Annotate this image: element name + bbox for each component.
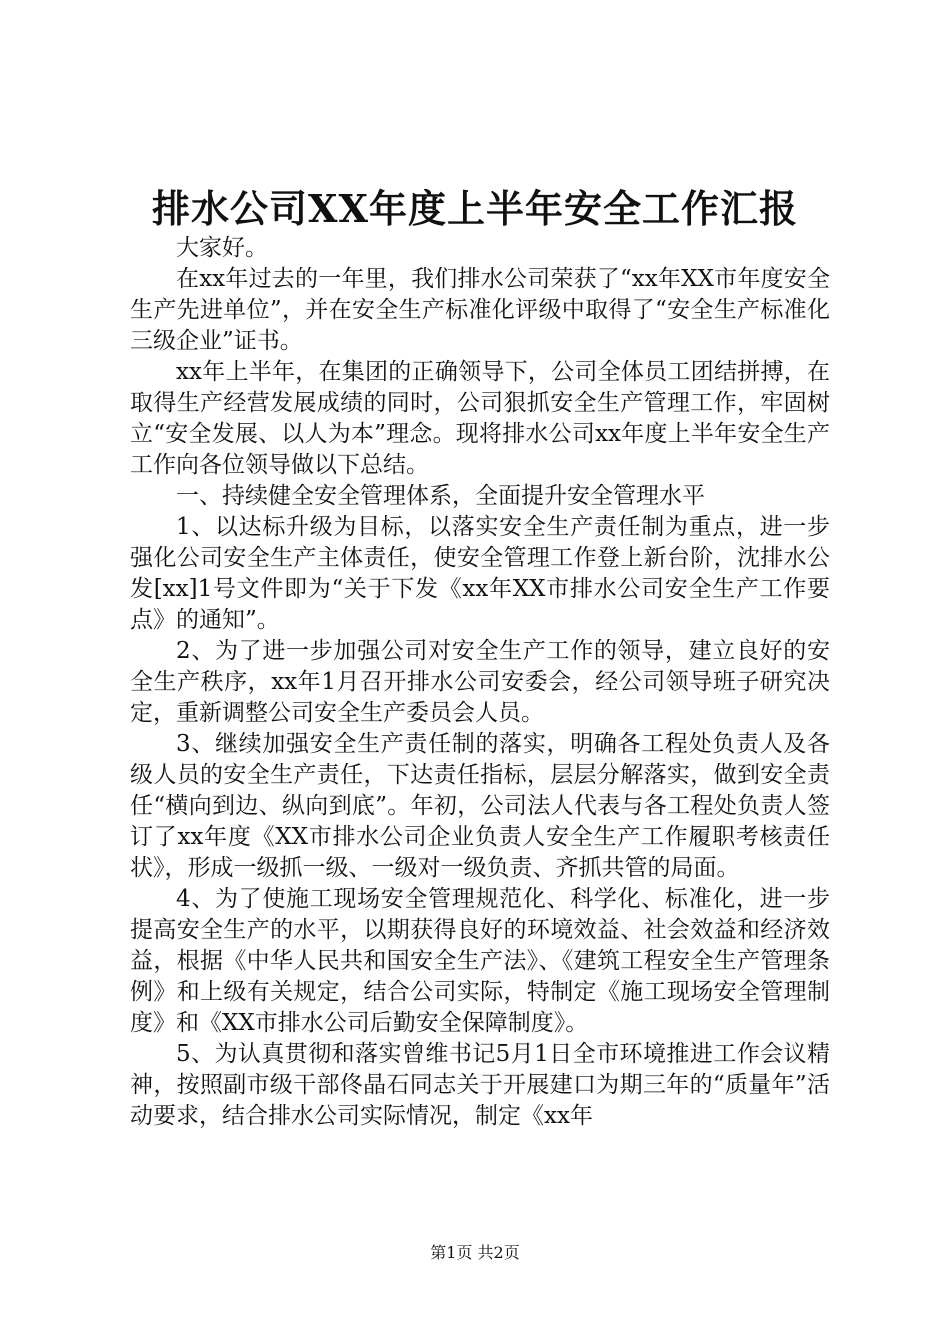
paragraph-item-5: 5、为认真贯彻和落实曾维书记5月1日全市环境推进工作会议精神，按照副市级干部佟晶石同志关于开展建口为期三年的“质量年”活动要求，结合排水公司实际情况，制定《xx年 (130, 1041, 830, 1129)
paragraph-item-1: 1、以达标升级为目标，以落实安全生产责任制为重点，进一步强化公司安全生产主体责任，使安全管理工作登上新台阶，沈排水公发[xx]1号文件即为“关于下发《xx年XX市排水公司安全生产工作要点》的通知”。 (130, 514, 830, 633)
section-heading: 一、持续健全安全管理体系，全面提升安全管理水平 (176, 483, 705, 509)
paragraph-intro: 在xx年过去的一年里，我们排水公司荣获了“xx年XX市年度安全生产先进单位”，并在安全生产标准化评级中取得了“安全生产标准化三级企业”证书。 (130, 266, 830, 354)
document-title: 排水公司XX年度上半年安全工作汇报 (152, 186, 798, 231)
document-body (130, 233, 830, 1132)
paragraph-item-4: 4、为了使施工现场安全管理规范化、科学化、标准化，进一步提高安全生产的水平，以期获得良好的环境效益、社会效益和经济效益，根据《中华人民共和国安全生产法》、《建筑工程安全生产管理条例》和上级有关规定，结合公司实际，特制定《施工现场安全管理制度》和《XX市排水公司后勤安全保障制度》。 (130, 886, 830, 1036)
paragraph-item-3: 3、继续加强安全生产责任制的落实，明确各工程处负责人及各级人员的安全生产责任，下达责任指标，层层分解落实，做到安全责任“横向到边、纵向到底”。年初，公司法人代表与各工程处负责人签订了xx年度《XX市排水公司企业负责人安全生产工作履职考核责任状》，形成一级抓一级、一级对一级负责、齐抓共管的局面。 (130, 731, 830, 881)
paragraph-summary: xx年上半年，在集团的正确领导下，公司全体员工团结拼搏，在取得生产经营发展成绩的同时，公司狠抓安全生产管理工作，牢固树立“安全发展、以人为本”理念。现将排水公司xx年度上半年安全生产工作向各位领导做以下总结。 (130, 359, 830, 478)
paragraph-item-2: 2、为了进一步加强公司对安全生产工作的领导，建立良好的安全生产秩序，xx年1月召开排水公司安委会，经公司领导班子研究决定，重新调整公司安全生产委员会人员。 (130, 638, 830, 726)
page-number: 第1页 共2页 (430, 1243, 520, 1262)
paragraph-greeting: 大家好。 (176, 235, 268, 261)
